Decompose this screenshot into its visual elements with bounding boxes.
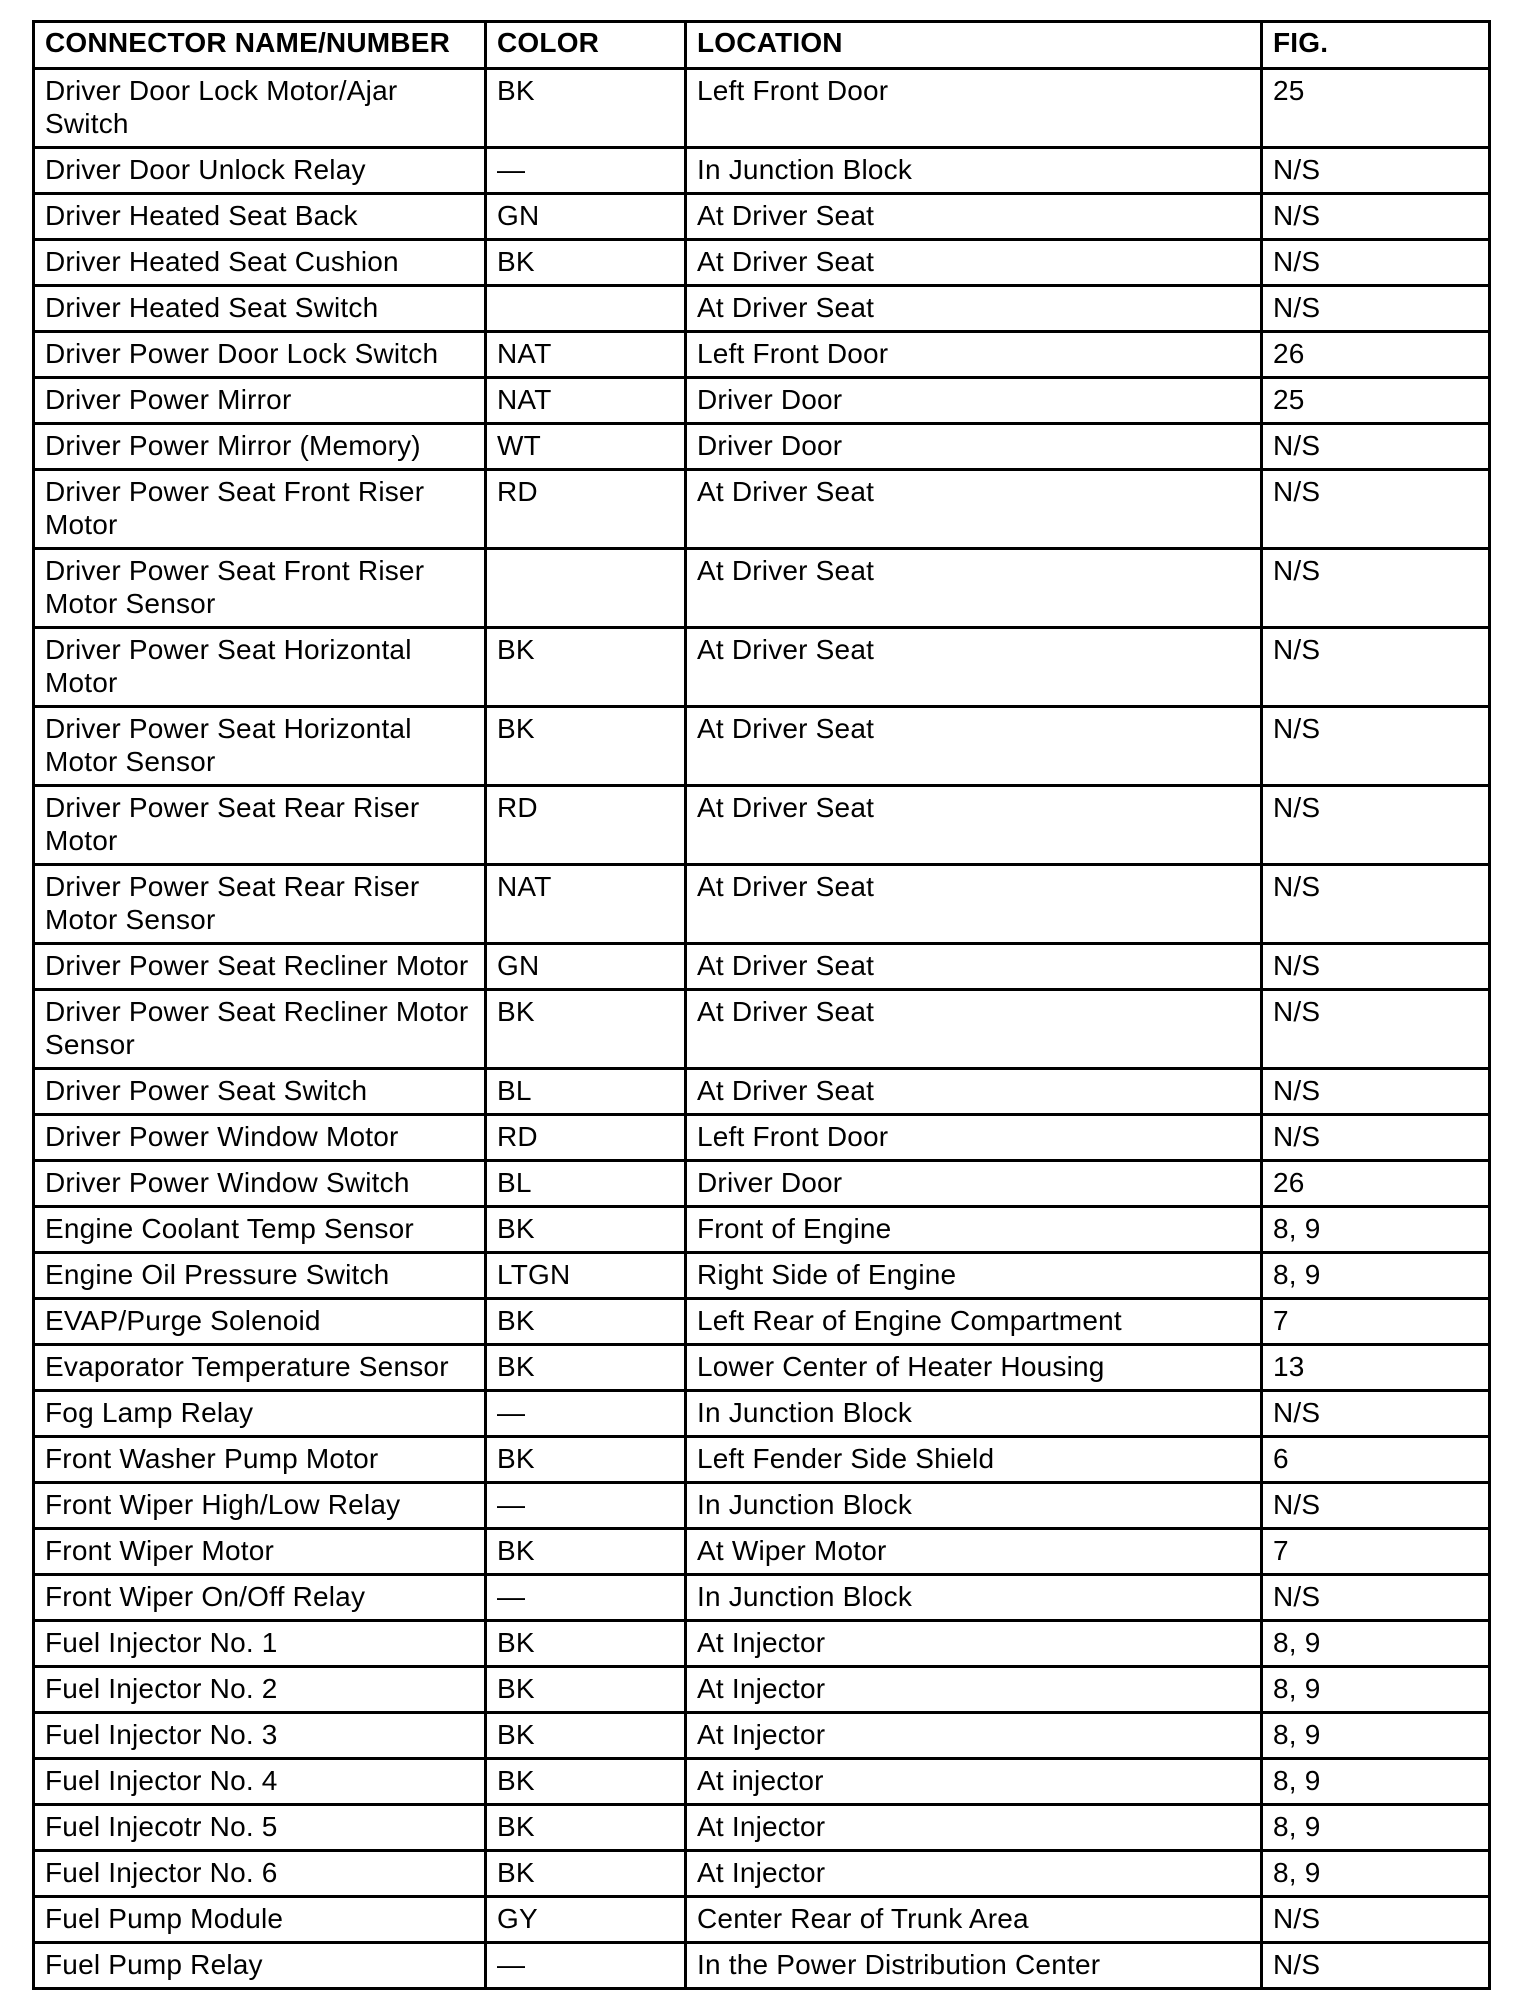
cell-location: Front of Engine (686, 1207, 1262, 1253)
cell-location: Driver Door (686, 424, 1262, 470)
cell-location: Left Rear of Engine Compartment (686, 1299, 1262, 1345)
cell-location: At Driver Seat (686, 194, 1262, 240)
table-row (34, 1437, 1490, 1483)
cell-fig: N/S (1262, 1897, 1490, 1943)
table-row (34, 1483, 1490, 1529)
cell-name: Fog Lamp Relay (34, 1391, 486, 1437)
cell-color: — (486, 148, 686, 194)
cell-location: At Driver Seat (686, 470, 1262, 549)
cell-name: Driver Power Seat Switch (34, 1069, 486, 1115)
cell-fig: N/S (1262, 1391, 1490, 1437)
cell-color: BK (486, 1621, 686, 1667)
cell-fig: 8, 9 (1262, 1621, 1490, 1667)
cell-name: Driver Power Seat Horizontal Motor Sensor (34, 707, 486, 786)
cell-location: Right Side of Engine (686, 1253, 1262, 1299)
table-header (34, 22, 1490, 69)
table-row (34, 1805, 1490, 1851)
table-row (34, 1713, 1490, 1759)
cell-color: BK (486, 1759, 686, 1805)
cell-name: Driver Power Window Switch (34, 1161, 486, 1207)
column-header-fig: FIG. (1262, 22, 1490, 69)
cell-location: At Driver Seat (686, 286, 1262, 332)
cell-name: Driver Power Seat Front Riser Motor (34, 470, 486, 549)
cell-fig: 8, 9 (1262, 1759, 1490, 1805)
cell-name: Driver Power Seat Rear Riser Motor (34, 786, 486, 865)
cell-name: Front Wiper High/Low Relay (34, 1483, 486, 1529)
cell-color: BL (486, 1161, 686, 1207)
cell-color: BK (486, 707, 686, 786)
cell-location: Driver Door (686, 378, 1262, 424)
cell-color: — (486, 1483, 686, 1529)
cell-location: Center Rear of Trunk Area (686, 1897, 1262, 1943)
cell-color: RD (486, 1115, 686, 1161)
cell-location: Driver Door (686, 1161, 1262, 1207)
cell-location: At Driver Seat (686, 549, 1262, 628)
cell-fig: 13 (1262, 1345, 1490, 1391)
cell-fig: N/S (1262, 148, 1490, 194)
cell-name: Engine Oil Pressure Switch (34, 1253, 486, 1299)
cell-fig: N/S (1262, 194, 1490, 240)
table-row (34, 1851, 1490, 1897)
cell-location: At Injector (686, 1805, 1262, 1851)
cell-name: Driver Door Unlock Relay (34, 148, 486, 194)
cell-fig: N/S (1262, 1115, 1490, 1161)
table-row (34, 1345, 1490, 1391)
cell-location: Left Fender Side Shield (686, 1437, 1262, 1483)
table-row (34, 1621, 1490, 1667)
cell-fig: 8, 9 (1262, 1667, 1490, 1713)
cell-color: BK (486, 240, 686, 286)
cell-fig: N/S (1262, 865, 1490, 944)
cell-color (486, 549, 686, 628)
cell-location: At Driver Seat (686, 944, 1262, 990)
cell-fig: N/S (1262, 707, 1490, 786)
cell-name: Fuel Pump Module (34, 1897, 486, 1943)
cell-fig: N/S (1262, 786, 1490, 865)
cell-location: At Driver Seat (686, 240, 1262, 286)
table-row (34, 707, 1490, 786)
cell-name: Fuel Injector No. 1 (34, 1621, 486, 1667)
table-row (34, 1759, 1490, 1805)
table-row (34, 1161, 1490, 1207)
table-row (34, 69, 1490, 148)
cell-fig: 8, 9 (1262, 1207, 1490, 1253)
cell-color: BK (486, 628, 686, 707)
cell-location: At Driver Seat (686, 786, 1262, 865)
header-row (34, 22, 1490, 69)
cell-location: At Injector (686, 1851, 1262, 1897)
cell-location: At Driver Seat (686, 1069, 1262, 1115)
cell-name: Engine Coolant Temp Sensor (34, 1207, 486, 1253)
cell-fig: 25 (1262, 378, 1490, 424)
cell-location: At Injector (686, 1713, 1262, 1759)
cell-fig: N/S (1262, 549, 1490, 628)
table-row (34, 786, 1490, 865)
cell-name: Fuel Pump Relay (34, 1943, 486, 1989)
cell-fig: 8, 9 (1262, 1805, 1490, 1851)
table-row (34, 1069, 1490, 1115)
cell-name: Driver Power Seat Recliner Motor (34, 944, 486, 990)
cell-fig: N/S (1262, 628, 1490, 707)
cell-name: Driver Power Window Motor (34, 1115, 486, 1161)
cell-location: In the Power Distribution Center (686, 1943, 1262, 1989)
table-row (34, 332, 1490, 378)
table-row (34, 865, 1490, 944)
cell-location: At Driver Seat (686, 865, 1262, 944)
cell-name: Front Wiper On/Off Relay (34, 1575, 486, 1621)
cell-color: BK (486, 1805, 686, 1851)
cell-name: Driver Door Lock Motor/Ajar Switch (34, 69, 486, 148)
table-row (34, 944, 1490, 990)
cell-fig: 8, 9 (1262, 1851, 1490, 1897)
cell-location: In Junction Block (686, 1483, 1262, 1529)
cell-color: — (486, 1391, 686, 1437)
cell-color: BK (486, 1345, 686, 1391)
cell-color: BK (486, 990, 686, 1069)
cell-name: Front Washer Pump Motor (34, 1437, 486, 1483)
table-body (34, 69, 1490, 1989)
cell-location: At Injector (686, 1667, 1262, 1713)
cell-fig: N/S (1262, 990, 1490, 1069)
cell-name: Driver Heated Seat Back (34, 194, 486, 240)
cell-fig: 6 (1262, 1437, 1490, 1483)
table-row (34, 470, 1490, 549)
table-row (34, 1667, 1490, 1713)
cell-fig: 25 (1262, 69, 1490, 148)
cell-fig: N/S (1262, 424, 1490, 470)
cell-color: BK (486, 1667, 686, 1713)
column-header-name: CONNECTOR NAME/NUMBER (34, 22, 486, 69)
table-row (34, 148, 1490, 194)
cell-fig: 8, 9 (1262, 1713, 1490, 1759)
cell-location: At Driver Seat (686, 707, 1262, 786)
cell-location: At Injector (686, 1621, 1262, 1667)
cell-location: Left Front Door (686, 1115, 1262, 1161)
cell-color: BK (486, 1299, 686, 1345)
column-header-color: COLOR (486, 22, 686, 69)
cell-color: BK (486, 1713, 686, 1759)
table-row (34, 1299, 1490, 1345)
cell-name: Fuel Injector No. 3 (34, 1713, 486, 1759)
cell-name: Driver Power Mirror (Memory) (34, 424, 486, 470)
cell-fig: 8, 9 (1262, 1253, 1490, 1299)
cell-location: At Driver Seat (686, 628, 1262, 707)
cell-fig: N/S (1262, 1575, 1490, 1621)
cell-fig: 26 (1262, 332, 1490, 378)
cell-fig: N/S (1262, 1483, 1490, 1529)
cell-color: LTGN (486, 1253, 686, 1299)
cell-color: GN (486, 944, 686, 990)
cell-location: At injector (686, 1759, 1262, 1805)
cell-color: BK (486, 69, 686, 148)
cell-color (486, 286, 686, 332)
cell-color: — (486, 1575, 686, 1621)
cell-color: BK (486, 1851, 686, 1897)
cell-fig: N/S (1262, 470, 1490, 549)
table-row (34, 424, 1490, 470)
cell-name: Driver Power Door Lock Switch (34, 332, 486, 378)
cell-name: Driver Power Seat Front Riser Motor Sensor (34, 549, 486, 628)
cell-color: BK (486, 1207, 686, 1253)
cell-color: NAT (486, 378, 686, 424)
table-row (34, 194, 1490, 240)
table-row (34, 1897, 1490, 1943)
cell-name: Driver Power Seat Recliner Motor Sensor (34, 990, 486, 1069)
cell-location: Left Front Door (686, 69, 1262, 148)
cell-color: BK (486, 1529, 686, 1575)
cell-name: Fuel Injector No. 6 (34, 1851, 486, 1897)
table-row (34, 549, 1490, 628)
cell-name: Driver Heated Seat Switch (34, 286, 486, 332)
cell-fig: N/S (1262, 1943, 1490, 1989)
cell-color: BL (486, 1069, 686, 1115)
connector-table (32, 20, 1491, 1990)
cell-name: EVAP/Purge Solenoid (34, 1299, 486, 1345)
cell-location: Lower Center of Heater Housing (686, 1345, 1262, 1391)
cell-name: Driver Power Seat Rear Riser Motor Sensor (34, 865, 486, 944)
table-row (34, 1115, 1490, 1161)
column-header-location: LOCATION (686, 22, 1262, 69)
cell-name: Fuel Injector No. 4 (34, 1759, 486, 1805)
table-row (34, 1529, 1490, 1575)
cell-location: In Junction Block (686, 148, 1262, 194)
cell-name: Front Wiper Motor (34, 1529, 486, 1575)
cell-fig: N/S (1262, 1069, 1490, 1115)
cell-location: Left Front Door (686, 332, 1262, 378)
table-row (34, 1391, 1490, 1437)
table-row (34, 240, 1490, 286)
table-row (34, 1943, 1490, 1989)
table-row (34, 1253, 1490, 1299)
cell-name: Driver Power Mirror (34, 378, 486, 424)
cell-color: NAT (486, 865, 686, 944)
table-row (34, 286, 1490, 332)
cell-name: Fuel Injecotr No. 5 (34, 1805, 486, 1851)
cell-color: GN (486, 194, 686, 240)
cell-color: NAT (486, 332, 686, 378)
cell-fig: 26 (1262, 1161, 1490, 1207)
cell-name: Fuel Injector No. 2 (34, 1667, 486, 1713)
cell-fig: 7 (1262, 1299, 1490, 1345)
cell-location: At Driver Seat (686, 990, 1262, 1069)
table-row (34, 628, 1490, 707)
table-row (34, 1207, 1490, 1253)
cell-location: At Wiper Motor (686, 1529, 1262, 1575)
cell-name: Driver Heated Seat Cushion (34, 240, 486, 286)
cell-fig: N/S (1262, 240, 1490, 286)
table-row (34, 378, 1490, 424)
cell-color: BK (486, 1437, 686, 1483)
cell-location: In Junction Block (686, 1575, 1262, 1621)
cell-name: Driver Power Seat Horizontal Motor (34, 628, 486, 707)
table-row (34, 1575, 1490, 1621)
cell-color: WT (486, 424, 686, 470)
cell-name: Evaporator Temperature Sensor (34, 1345, 486, 1391)
cell-color: RD (486, 470, 686, 549)
cell-color: — (486, 1943, 686, 1989)
cell-location: In Junction Block (686, 1391, 1262, 1437)
cell-fig: N/S (1262, 944, 1490, 990)
cell-color: RD (486, 786, 686, 865)
cell-fig: 7 (1262, 1529, 1490, 1575)
cell-color: GY (486, 1897, 686, 1943)
cell-fig: N/S (1262, 286, 1490, 332)
table-row (34, 990, 1490, 1069)
